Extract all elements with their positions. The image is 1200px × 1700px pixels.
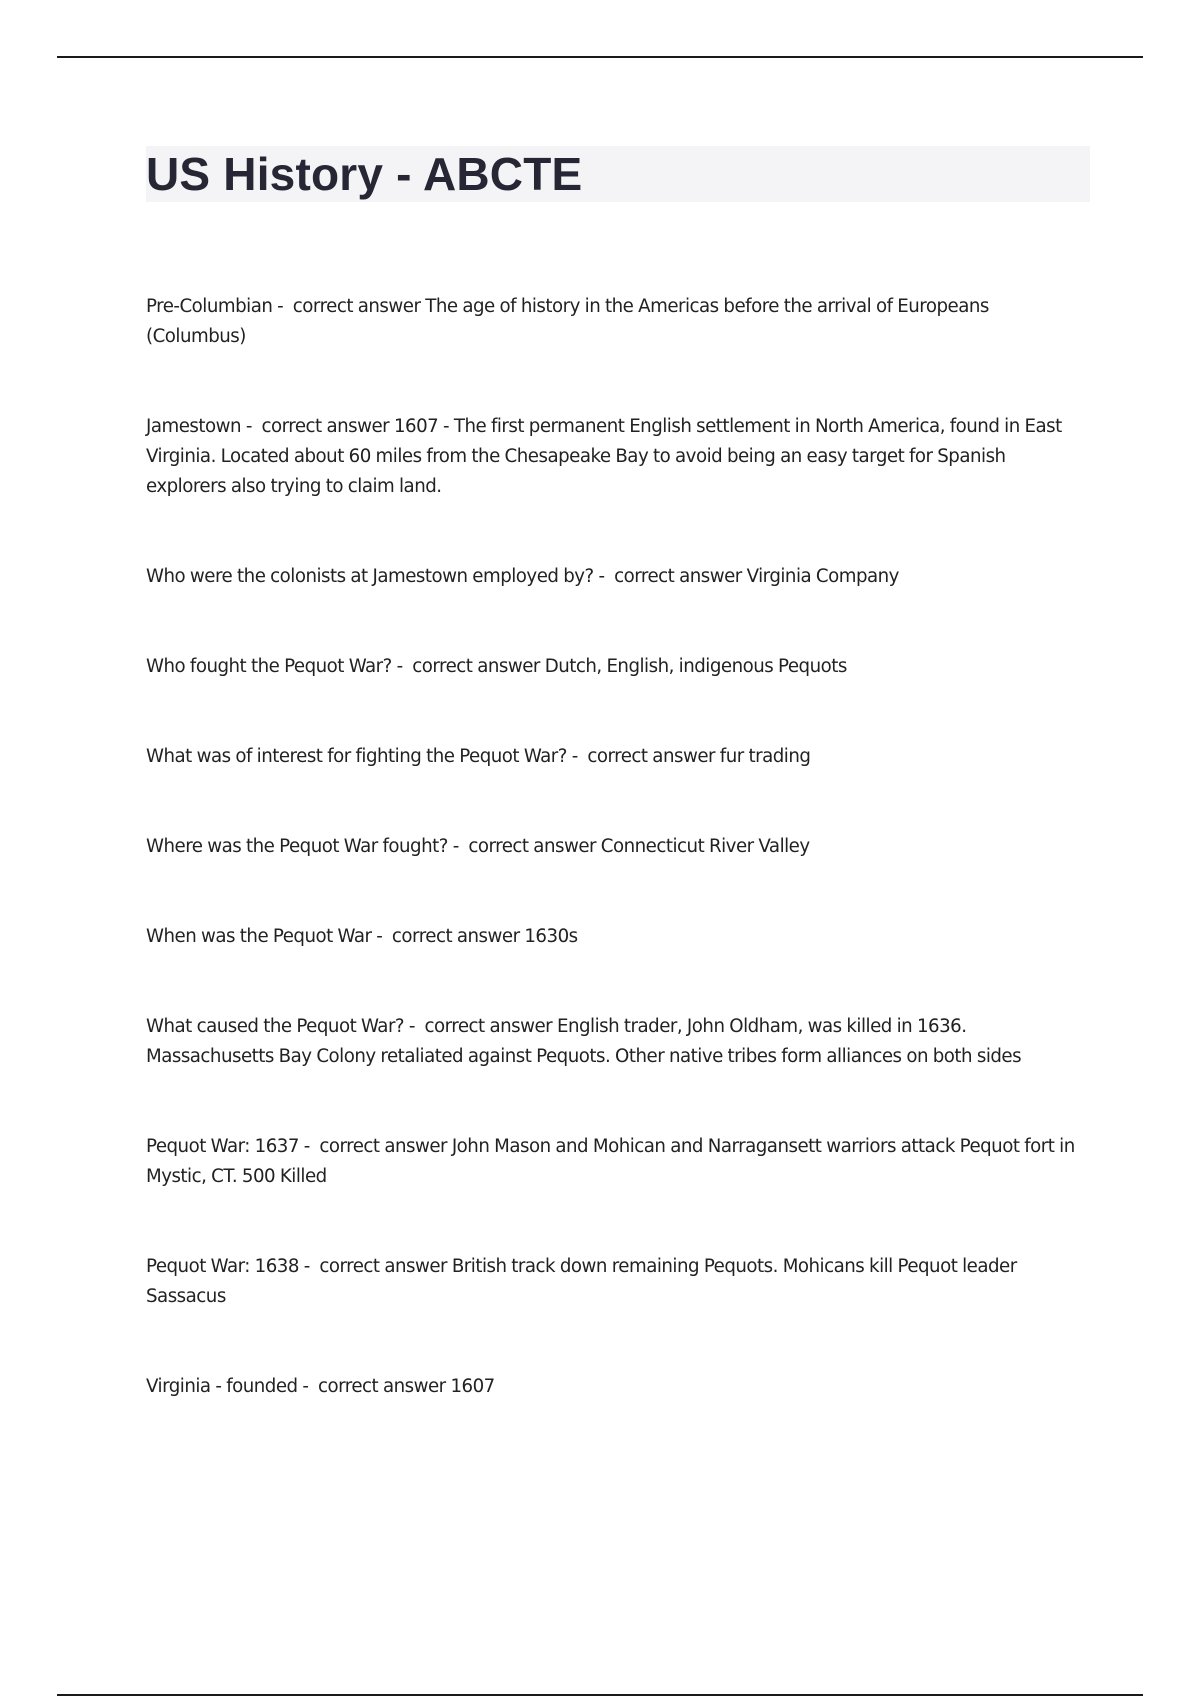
entry-answer: John Mason and Mohican and Narragansett warriors attack Pequot fort in Mystic, CT. 500 Killed <box>146 1136 1075 1187</box>
answer-marker: correct answer <box>424 1016 553 1037</box>
entry <box>146 1252 1090 1312</box>
answer-marker: correct answer <box>587 746 715 767</box>
answer-marker: correct answer <box>391 926 520 947</box>
entry <box>146 412 1090 502</box>
entry <box>146 1132 1090 1192</box>
entry <box>146 1012 1090 1072</box>
page-title: US History - ABCTE <box>146 148 583 200</box>
top-rule <box>57 56 1143 58</box>
entry-term: Pre-Columbian - <box>146 296 284 317</box>
document-body <box>146 146 1090 1402</box>
bottom-rule <box>57 1694 1143 1696</box>
entry <box>146 652 1090 682</box>
entry-answer: Virginia Company <box>746 566 899 587</box>
title-banner <box>146 146 1090 202</box>
answer-marker: correct answer <box>318 1376 446 1397</box>
answer-marker: correct answer <box>412 656 540 677</box>
entry <box>146 922 1090 952</box>
entry-term: Pequot War: 1637 - <box>146 1136 310 1157</box>
entry-term: Who were the colonists at Jamestown employed by? - <box>146 566 605 587</box>
answer-marker: correct answer <box>319 1256 448 1277</box>
entry-term: What was of interest for fighting the Pequot War? - <box>146 746 578 767</box>
entry-answer: fur trading <box>719 746 811 767</box>
entry-term: Who fought the Pequot War? - <box>146 656 403 677</box>
answer-marker: correct answer <box>319 1136 448 1157</box>
entry-answer: Connecticut River Valley <box>600 836 810 857</box>
answer-marker: correct answer <box>468 836 596 857</box>
entry-term: Pequot War: 1638 - <box>146 1256 310 1277</box>
entry-term: Jamestown - <box>146 416 252 437</box>
entry <box>146 832 1090 862</box>
entry-term: Virginia - founded - <box>146 1376 309 1397</box>
entry-answer: 1607 <box>450 1376 495 1397</box>
entry-answer: The age of history in the Americas before the arrival of Europeans (Columbus) <box>146 296 989 347</box>
entry-answer: 1607 - The first permanent English settlement in North America, found in East Virginia. Located about 60 miles from the Chesapeake Bay to avoid being an easy target for Spanish explorers also trying to claim land. <box>146 416 1062 497</box>
entry-answer: British track down remaining Pequots. Mohicans kill Pequot leader Sassacus <box>146 1256 1017 1307</box>
entry <box>146 742 1090 772</box>
entry-term: What caused the Pequot War? - <box>146 1016 415 1037</box>
answer-marker: correct answer <box>292 296 421 317</box>
entry-term: When was the Pequot War - <box>146 926 383 947</box>
entry-answer: Dutch, English, indigenous Pequots <box>544 656 847 677</box>
entry-answer: 1630s <box>524 926 578 947</box>
answer-marker: correct answer <box>261 416 390 437</box>
entry <box>146 562 1090 592</box>
entry-answer: English trader, John Oldham, was killed in 1636. Massachusetts Bay Colony retaliated against Pequots. Other native tribes form alliances on both sides <box>146 1016 1022 1067</box>
answer-marker: correct answer <box>614 566 742 587</box>
entry <box>146 292 1090 352</box>
entry <box>146 1372 1090 1402</box>
entry-term: Where was the Pequot War fought? - <box>146 836 459 857</box>
